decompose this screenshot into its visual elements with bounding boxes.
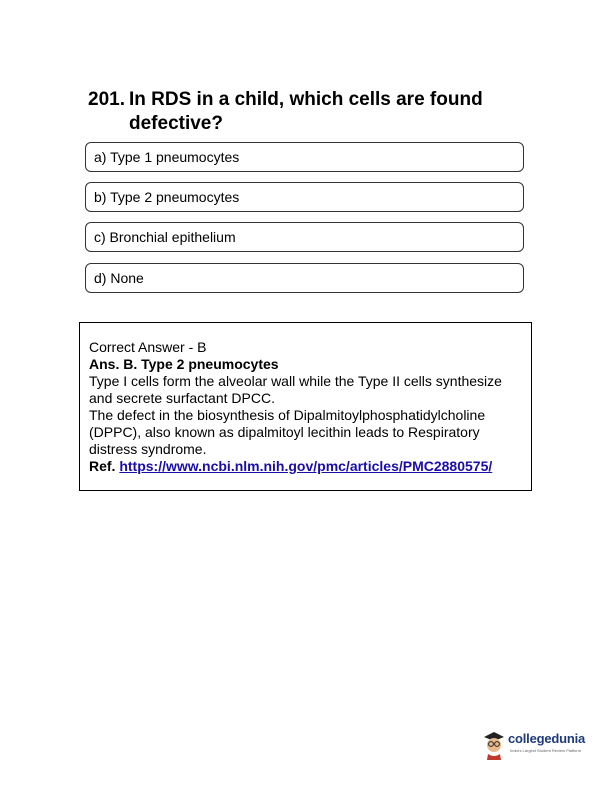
reference-label: Ref. xyxy=(89,458,116,474)
option-c[interactable]: c) Bronchial epithelium xyxy=(85,222,524,252)
option-a[interactable]: a) Type 1 pneumocytes xyxy=(85,142,524,172)
reference-line xyxy=(89,458,523,475)
brand-name: collegedunia xyxy=(508,731,586,746)
option-b[interactable]: b) Type 2 pneumocytes xyxy=(85,182,524,212)
correct-answer-line: Correct Answer - B xyxy=(89,339,207,355)
question-text: In RDS in a child, which cells are found defective? xyxy=(129,89,483,134)
answer-box xyxy=(79,322,532,491)
reference-link[interactable]: https://www.ncbi.nlm.nih.gov/pmc/articles/PMC2880575/ xyxy=(119,458,493,474)
option-d[interactable]: d) None xyxy=(85,263,524,293)
brand-tagline: India's Largest Student Review Platform xyxy=(510,748,582,753)
explanation-paragraph-2: The defect in the biosynthesis of Dipalmitoylphosphatidylcholine (DPPC), also known as dipalmitoyl lecithin leads to Respiratory distress syndrome. xyxy=(89,407,486,457)
collegedunia-logo[interactable] xyxy=(480,728,590,760)
answer-heading: Ans. B. Type 2 pneumocytes xyxy=(89,356,279,372)
explanation-paragraph-1: Type I cells form the alveolar wall while the Type II cells synthesize and secrete surfactant DPCC. xyxy=(89,373,502,406)
question-title xyxy=(88,88,528,136)
mascot-icon xyxy=(480,728,508,760)
question-number: 201. xyxy=(88,89,125,110)
